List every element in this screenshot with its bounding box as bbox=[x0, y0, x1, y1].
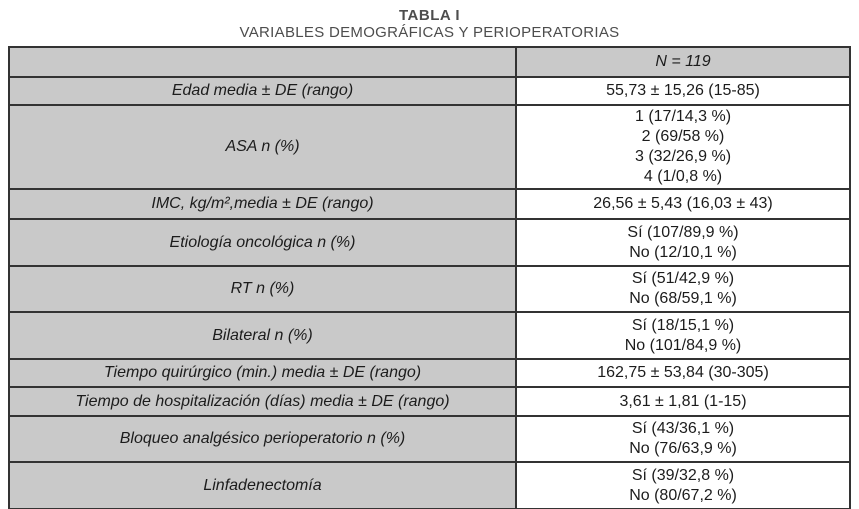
table-row-linfadenectomia bbox=[9, 462, 850, 509]
table-row-tiempo-hospitalizacion bbox=[9, 387, 850, 416]
row-label: Etiología oncológica n (%) bbox=[9, 219, 516, 266]
table-row-edad bbox=[9, 77, 850, 105]
value-line: Sí (43/36,1 %) bbox=[631, 420, 735, 437]
value-line: 26,56 ± 5,43 (16,03 ± 43) bbox=[593, 195, 773, 212]
row-value bbox=[516, 77, 850, 105]
table-row-bloqueo bbox=[9, 416, 850, 462]
value-line: 3 (32/26,9 %) bbox=[634, 148, 732, 165]
value-line: Sí (18/15,1 %) bbox=[631, 316, 735, 334]
header-n-cell: N = 119 bbox=[516, 47, 850, 77]
value-line: 2 (69/58 %) bbox=[641, 128, 725, 145]
row-value bbox=[516, 416, 850, 462]
table-row-bilateral bbox=[9, 312, 850, 359]
value-line: No (80/67,2 %) bbox=[629, 486, 737, 504]
table-row-imc bbox=[9, 189, 850, 219]
row-value bbox=[516, 387, 850, 416]
value-line: 162,75 ± 53,84 (30-305) bbox=[597, 364, 769, 381]
table-row-tiempo-quirurgico bbox=[9, 359, 850, 387]
row-value bbox=[516, 189, 850, 219]
demographics-table bbox=[8, 46, 851, 509]
table-title: TABLA I bbox=[399, 7, 460, 24]
table-row-rt bbox=[9, 266, 850, 312]
row-value bbox=[516, 359, 850, 387]
row-label: Tiempo quirúrgico (min.) media ± DE (rango) bbox=[9, 359, 516, 387]
table-row-etiologia bbox=[9, 219, 850, 266]
value-line: 1 (17/14,3 %) bbox=[634, 108, 732, 125]
row-label: Linfadenectomía bbox=[9, 462, 516, 509]
value-line: No (101/84,9 %) bbox=[624, 336, 742, 354]
header-empty-cell bbox=[9, 47, 516, 77]
row-label: Bilateral n (%) bbox=[9, 312, 516, 359]
row-value bbox=[516, 312, 850, 359]
value-line: 4 (1/0,8 %) bbox=[643, 168, 723, 185]
row-label: IMC, kg/m²,media ± DE (rango) bbox=[9, 189, 516, 219]
row-value bbox=[516, 219, 850, 266]
value-line: Sí (39/32,8 %) bbox=[631, 466, 735, 484]
row-label: Bloqueo analgésico perioperatorio n (%) bbox=[9, 416, 516, 462]
row-label: Tiempo de hospitalización (días) media ± DE (rango) bbox=[9, 387, 516, 416]
value-line: 3,61 ± 1,81 (1-15) bbox=[619, 392, 747, 410]
row-value bbox=[516, 462, 850, 509]
table-row-asa bbox=[9, 105, 850, 189]
table-subtitle: VARIABLES DEMOGRÁFICAS Y PERIOPERATORIAS bbox=[239, 24, 620, 41]
row-label: RT n (%) bbox=[9, 266, 516, 312]
value-line: No (68/59,1 %) bbox=[629, 290, 737, 307]
row-label: Edad media ± DE (rango) bbox=[9, 77, 516, 105]
value-line: Sí (51/42,9 %) bbox=[631, 270, 735, 287]
value-line: No (12/10,1 %) bbox=[629, 243, 737, 261]
row-label: ASA n (%) bbox=[9, 105, 516, 189]
value-line: Sí (107/89,9 %) bbox=[627, 223, 739, 241]
table-caption bbox=[0, 0, 859, 41]
value-line: 55,73 ± 15,26 (15-85) bbox=[606, 82, 760, 99]
table-header-row bbox=[9, 47, 850, 77]
row-value bbox=[516, 105, 850, 189]
row-value bbox=[516, 266, 850, 312]
value-line: No (76/63,9 %) bbox=[629, 440, 737, 457]
